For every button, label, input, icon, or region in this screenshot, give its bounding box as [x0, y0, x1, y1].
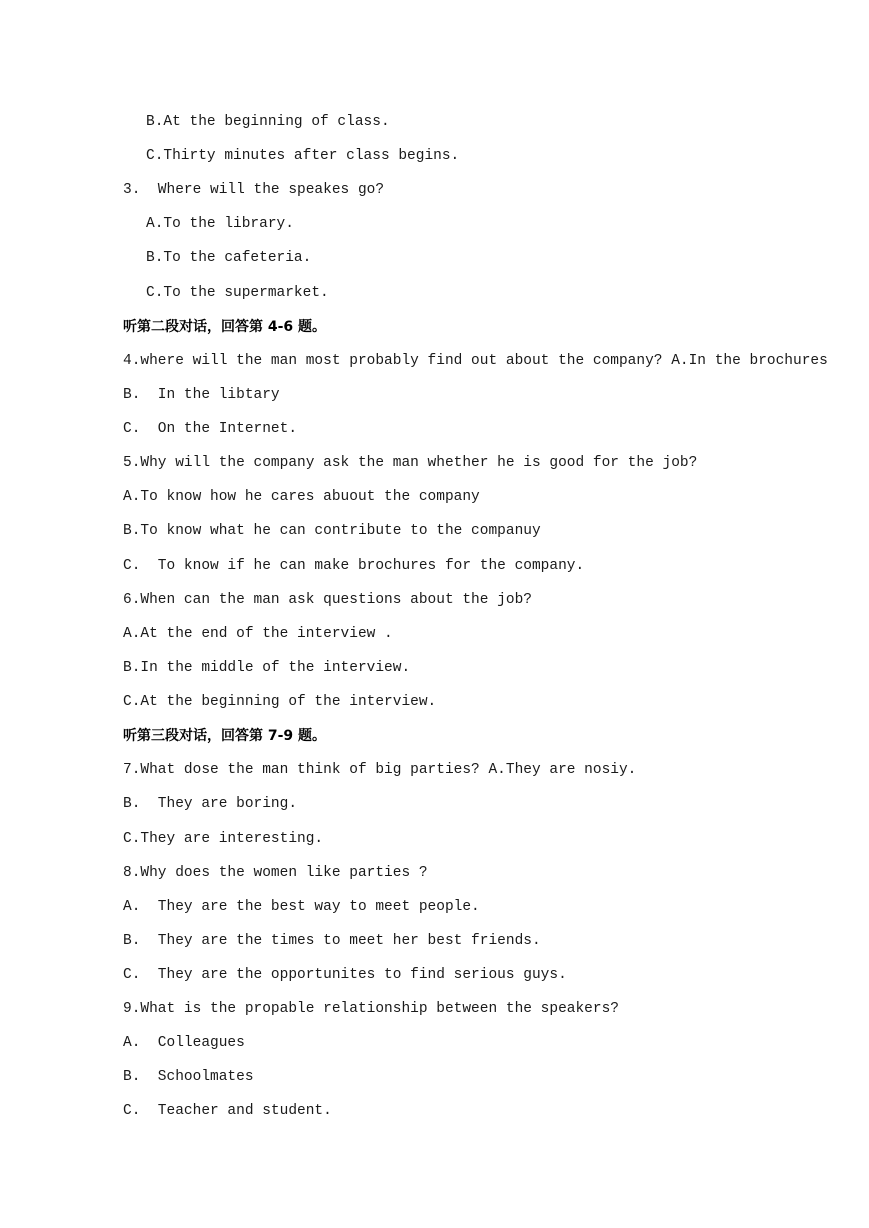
question-line: A. Colleagues: [123, 1035, 245, 1051]
question-line: C.Thirty minutes after class begins.: [146, 148, 460, 164]
question-line: 5.Why will the company ask the man whether he is good for the job?: [123, 455, 698, 471]
question-line: B.To the cafeteria.: [146, 250, 312, 266]
question-line: B. Schoolmates: [123, 1069, 254, 1085]
section-heading: 听第二段对话，回答第 4-6 题。: [123, 319, 327, 335]
question-line: B. In the libtary: [123, 387, 280, 403]
question-line: 4.where will the man most probably find out about the company? A.In the brochures: [123, 353, 828, 369]
question-line: C. Teacher and student.: [123, 1103, 332, 1119]
question-line: B.At the beginning of class.: [146, 114, 390, 130]
question-line: B.In the middle of the interview.: [123, 660, 411, 676]
question-line: 9.What is the propable relationship between the speakers?: [123, 1001, 619, 1017]
question-line: A.To the library.: [146, 216, 294, 232]
question-line: C.They are interesting.: [123, 831, 324, 847]
question-line: B. They are boring.: [123, 796, 298, 812]
section-heading: 听第三段对话，回答第 7-9 题。: [123, 728, 327, 744]
question-line: 6.When can the man ask questions about the job?: [123, 592, 532, 608]
question-line: B.To know what he can contribute to the companuy: [123, 523, 541, 539]
question-line: C. To know if he can make brochures for the company.: [123, 558, 585, 574]
question-line: A.At the end of the interview .: [123, 626, 393, 642]
question-line: C. They are the opportunites to find serious guys.: [123, 967, 567, 983]
question-line: C.At the beginning of the interview.: [123, 694, 437, 710]
question-line: 3. Where will the speakes go?: [123, 182, 385, 198]
question-line: C.To the supermarket.: [146, 285, 329, 301]
question-line: A.To know how he cares abuout the company: [123, 489, 480, 505]
question-line: C. On the Internet.: [123, 421, 298, 437]
question-line: 8.Why does the women like parties ?: [123, 865, 428, 881]
question-line: A. They are the best way to meet people.: [123, 899, 480, 915]
question-line: 7.What dose the man think of big parties? A.They are nosiy.: [123, 762, 637, 778]
question-line: B. They are the times to meet her best friends.: [123, 933, 541, 949]
